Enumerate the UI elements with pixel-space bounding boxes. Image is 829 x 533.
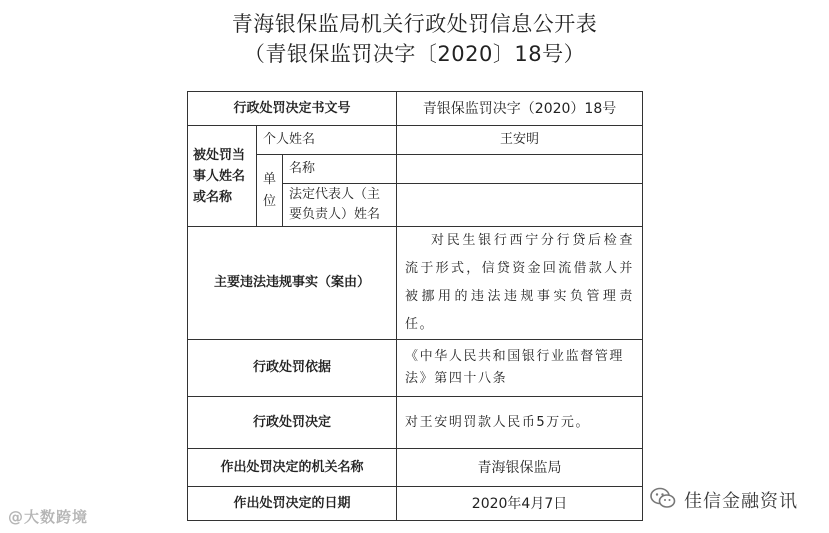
basis-label: 行政处罚依据 xyxy=(188,340,397,397)
table-row xyxy=(188,340,643,397)
decision-label: 行政处罚决定 xyxy=(188,397,397,449)
person-label: 个人姓名 xyxy=(257,126,397,155)
authority-value: 青海银保监局 xyxy=(397,449,643,487)
legal-rep-label: 法定代表人（主要负责人）姓名 xyxy=(283,184,397,227)
wechat-icon xyxy=(650,487,676,513)
facts-value: 对民生银行西宁分行贷后检查流于形式，信贷资金回流借款人并被挪用的违法违规事实负管理责任。 xyxy=(397,227,643,340)
unit-label: 单位 xyxy=(257,155,283,227)
watermark-left: @大数跨境 xyxy=(8,508,89,526)
doc-no-value: 青银保监罚决字（2020）18号 xyxy=(397,92,643,126)
date-label: 作出处罚决定的日期 xyxy=(188,487,397,521)
authority-label: 作出处罚决定的机关名称 xyxy=(188,449,397,487)
table-row xyxy=(188,397,643,449)
facts-label: 主要违法违规事实（案由） xyxy=(188,227,397,340)
decision-value: 对王安明罚款人民币5万元。 xyxy=(397,397,643,449)
unit-name-value xyxy=(397,155,643,184)
legal-rep-value xyxy=(397,184,643,227)
watermark-brand: 佳信金融资讯 xyxy=(684,491,798,512)
table-row xyxy=(188,92,643,126)
penalty-info-table xyxy=(187,91,643,521)
page-title: 青海银保监局机关行政处罚信息公开表 xyxy=(231,12,598,36)
table-row xyxy=(188,227,643,340)
party-label: 被处罚当事人姓名或名称 xyxy=(188,126,257,227)
page-subtitle: （青银保监罚决字〔2020〕18号） xyxy=(243,42,586,66)
unit-name-label: 名称 xyxy=(283,155,397,184)
table-row xyxy=(188,155,643,184)
basis-value: 《中华人民共和国银行业监督管理法》第四十八条 xyxy=(397,340,643,397)
person-value: 王安明 xyxy=(397,126,643,155)
watermark-right xyxy=(650,487,798,513)
doc-no-label: 行政处罚决定书文号 xyxy=(188,92,397,126)
table-row xyxy=(188,449,643,487)
table-row xyxy=(188,487,643,521)
table-row xyxy=(188,126,643,155)
date-value: 2020年4月7日 xyxy=(397,487,643,521)
